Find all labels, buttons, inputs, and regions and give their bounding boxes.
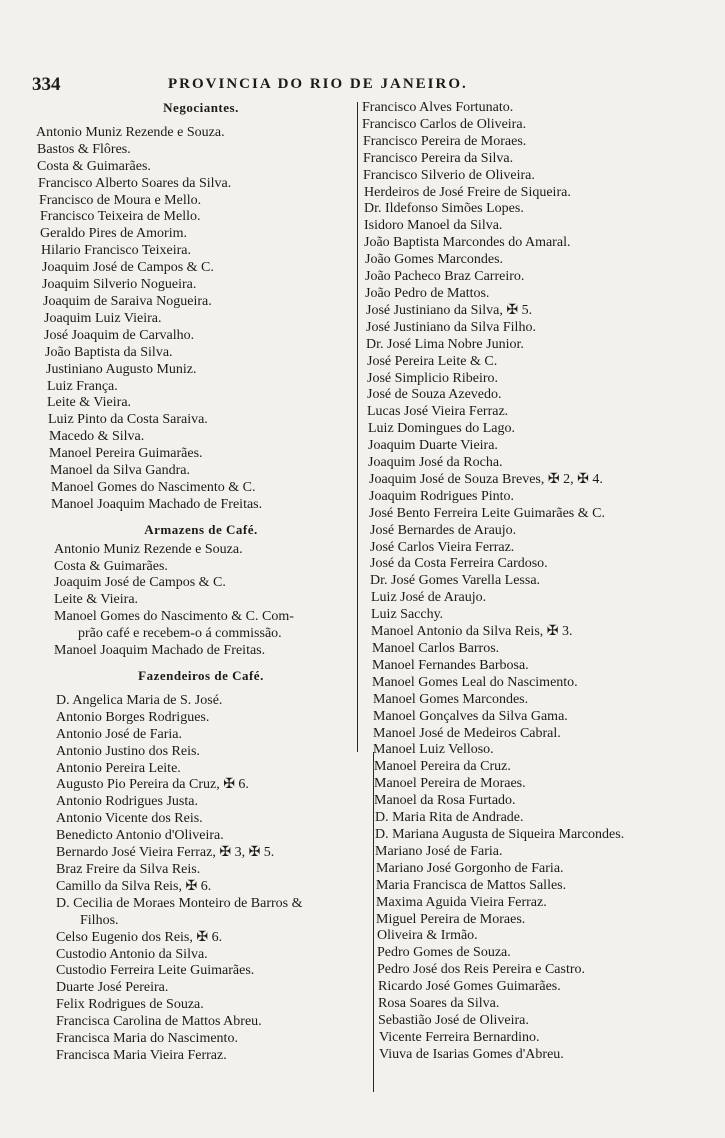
list-item: Joaquim Silverio Nogueira. [42,277,197,293]
list-item: Manoel Fernandes Barbosa. [372,657,529,673]
list-item: Manoel Antonio da Silva Reis, ✠ 3. [371,624,573,640]
list-item: Vicente Ferreira Bernardino. [379,1029,540,1045]
list-item: José Justiniano da Silva Filho. [366,319,536,335]
heading-negociantes: Negociantes. [163,100,239,115]
list-item: Geraldo Pires de Amorim. [40,226,187,242]
list-item: Leite & Vieira. [54,592,139,608]
right-column [362,100,717,1064]
list-item: Francisca Maria do Nascimento. [56,1031,238,1047]
list-item: Manoel Pereira da Cruz. [374,759,511,775]
list-item: Joaquim Luiz Vieira. [44,310,162,326]
list-item: Francisco Pereira de Moraes. [363,133,527,149]
list-item: Antonio Muniz Rezende e Souza. [36,124,225,140]
list-item: Manoel Pereira Guimarães. [49,446,203,462]
fazendeiros-list [36,693,366,1065]
list-item: Custodio Ferreira Leite Guimarães. [56,963,255,979]
list-item: D. Cecilia de Moraes Monteiro de Barros & [56,895,303,911]
list-item: José Bento Ferreira Leite Guimarães & C. [369,505,605,521]
list-item: Francisca Carolina de Mattos Abreu. [56,1014,262,1030]
list-item: Costa & Guimarães. [37,158,151,174]
list-item: Francisco de Moura e Mello. [39,192,202,208]
list-item: José Bernardes de Araujo. [370,522,517,538]
list-item: Herdeiros de José Freire de Siqueira. [364,184,571,200]
list-item: D. Maria Rita de Andrade. [375,810,524,826]
list-item: Lucas José Vieira Ferraz. [367,404,509,420]
list-item: Francisca Maria Vieira Ferraz. [56,1047,227,1063]
list-item: Joaquim José de Campos & C. [54,575,226,591]
list-item: Francisco Teixeira de Mello. [40,209,201,225]
list-item: Antonio Borges Rodrigues. [56,709,210,725]
list-item: Francisco Alberto Soares da Silva. [38,175,232,191]
list-item: prão café e recebem-o á commissão. [78,626,282,642]
list-item: José Joaquim de Carvalho. [44,327,195,343]
list-item: Dr. José Lima Nobre Junior. [366,336,524,352]
list-item: Joaquim José da Rocha. [368,455,503,471]
list-item: Manoel Luiz Velloso. [373,742,494,758]
list-item: Joaquim Duarte Vieira. [368,438,498,454]
list-item: Maxima Aguida Vieira Ferraz. [376,894,547,910]
list-item: Joaquim de Saraiva Nogueira. [43,293,212,309]
list-item: Mariano José de Faria. [375,843,503,859]
list-item: Manoel Gomes do Nascimento & C. [51,479,256,495]
list-item: Manoel da Silva Gandra. [50,463,190,479]
list-item: João Gomes Marcondes. [365,252,504,268]
list-item: Manoel da Rosa Furtado. [374,793,516,809]
list-item: Benedicto Antonio d'Oliveira. [56,828,224,844]
list-item: Justiniano Augusto Muniz. [46,361,197,377]
list-item: Francisco Alves Fortunato. [362,100,514,115]
list-item: Camillo da Silva Reis, ✠ 6. [56,878,212,894]
list-item: Braz Freire da Silva Reis. [56,861,201,877]
list-item: Manoel Gonçalves da Silva Gama. [373,708,568,724]
list-item: Luiz França. [47,378,118,394]
list-item: Manoel Joaquim Machado de Freitas. [54,643,266,659]
list-item: Dr. Ildefonso Simões Lopes. [364,201,524,217]
list-item: Filhos. [80,912,119,928]
page-number: 334 [32,74,61,95]
list-item: José Justiniano da Silva, ✠ 5. [366,302,533,318]
list-item: Oliveira & Irmão. [377,928,478,944]
list-item: Celso Eugenio dos Reis, ✠ 6. [56,929,223,945]
list-item: Luiz Pinto da Costa Saraiva. [48,412,208,428]
list-item: Manoel Pereira de Moraes. [374,776,526,792]
left-column [36,100,366,1065]
list-item: Ricardo José Gomes Guimarães. [378,979,561,995]
list-item: Manoel Gomes Leal do Nascimento. [372,674,578,690]
negociantes-list [36,125,366,514]
list-item: Rosa Soares da Silva. [378,996,500,1012]
list-item: João Baptista da Silva. [45,344,173,360]
list-item: Viuva de Isarias Gomes d'Abreu. [379,1046,564,1062]
list-item: Pedro José dos Reis Pereira e Castro. [377,962,586,978]
list-item: Antonio Vicente dos Reis. [56,811,203,827]
list-item: Antonio Rodrigues Justa. [56,794,198,810]
list-item: Macedo & Silva. [49,429,145,445]
list-item: Custodio Antonio da Silva. [56,946,208,962]
list-item: Antonio Muniz Rezende e Souza. [54,541,243,557]
list-item: Miguel Pereira de Moraes. [376,911,526,927]
fazendeiros-continued-list [362,100,717,1064]
list-item: Luiz Domingues do Lago. [368,421,515,437]
list-item: Maria Francisca de Mattos Salles. [376,877,567,893]
list-item: Felix Rodrigues de Souza. [56,997,204,1013]
list-item: Joaquim José de Souza Breves, ✠ 2, ✠ 4. [369,471,603,487]
list-item: Sebastião José de Oliveira. [378,1012,529,1028]
list-item: Manoel José de Medeiros Cabral. [373,725,561,741]
list-item: José Carlos Vieira Ferraz. [370,539,515,555]
list-item: Francisco Pereira da Silva. [363,150,514,166]
list-item: Isidoro Manoel da Silva. [364,218,503,234]
heading-fazendeiros: Fazendeiros de Café. [138,668,264,683]
list-item: José Pereira Leite & C. [367,353,498,369]
list-item: Joaquim José de Campos & C. [42,260,214,276]
list-item: D. Mariana Augusta de Siqueira Marcondes. [375,826,625,842]
heading-armazens: Armazens de Café. [144,521,258,537]
list-item: Manoel Gomes Marcondes. [373,691,529,707]
list-item: Joaquim Rodrigues Pinto. [369,488,515,504]
list-item: José de Souza Azevedo. [367,387,502,403]
armazens-list [36,542,366,660]
list-item: Manoel Gomes do Nascimento & C. Com- [54,609,294,625]
running-title: PROVINCIA DO RIO DE JANEIRO. [168,76,468,92]
list-item: Antonio Justino dos Reis. [56,743,200,759]
list-item: D. Angelica Maria de S. José. [56,692,223,708]
list-item: Augusto Pio Pereira da Cruz, ✠ 6. [56,777,249,793]
list-item: Dr. José Gomes Varella Lessa. [370,573,541,589]
list-item: Luiz Sacchy. [371,607,444,623]
list-item: João Baptista Marcondes do Amaral. [364,235,571,251]
list-item: Manoel Carlos Barros. [372,641,500,656]
list-item: João Pedro de Mattos. [365,285,490,301]
list-item: Pedro Gomes de Souza. [377,945,511,961]
list-item: Francisco Carlos de Oliveira. [362,116,527,132]
list-item: Manoel Joaquim Machado de Freitas. [51,496,263,512]
list-item: Duarte José Pereira. [56,980,169,996]
list-item: Antonio José de Faria. [56,726,182,742]
list-item: Bastos & Flôres. [37,141,131,157]
list-item: Francisco Silverio de Oliveira. [363,167,535,183]
list-item: Hilario Francisco Teixeira. [41,243,191,259]
list-item: João Pacheco Braz Carreiro. [365,269,525,285]
list-item: Leite & Vieira. [47,395,132,411]
list-item: José Simplicio Ribeiro. [367,370,499,386]
list-item: Bernardo José Vieira Ferraz, ✠ 3, ✠ 5. [56,845,275,861]
list-item: José da Costa Ferreira Cardoso. [370,556,548,572]
list-item: Costa & Guimarães. [54,558,168,574]
list-item: Antonio Pereira Leite. [56,760,181,776]
list-item: Luiz José de Araujo. [371,590,487,606]
list-item: Mariano José Gorgonho de Faria. [376,860,564,876]
